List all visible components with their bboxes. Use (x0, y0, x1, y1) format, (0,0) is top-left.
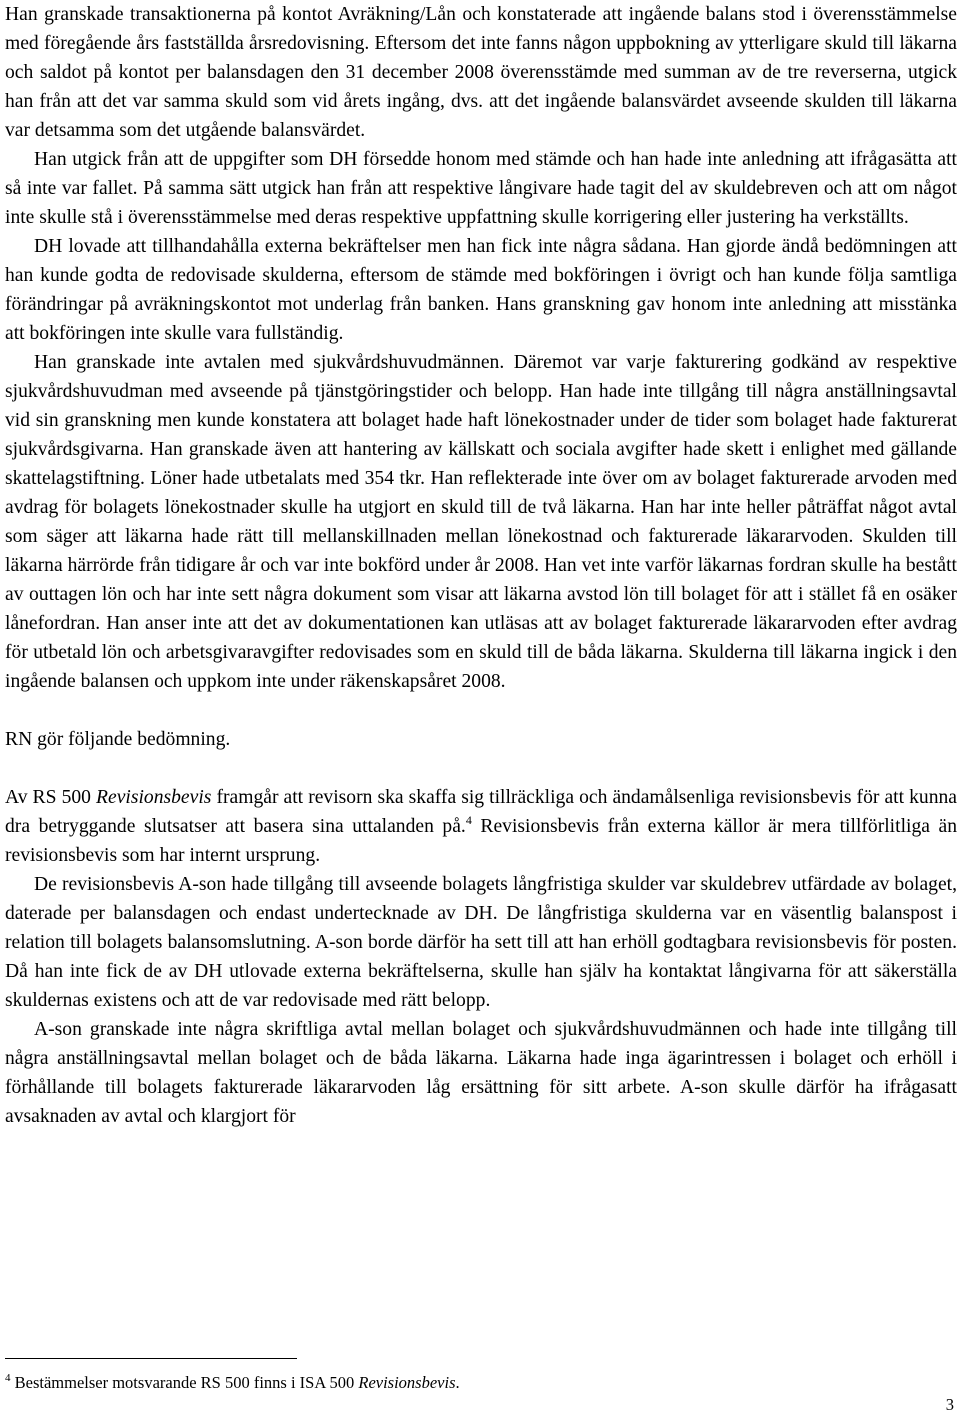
footnote-separator (5, 1358, 297, 1359)
footnote-text-b: . (455, 1373, 460, 1392)
page-number: 3 (945, 1395, 954, 1414)
paragraph-2: Han utgick från att de uppgifter som DH försedde honom med stämde och han hade inte anledning att ifrågasätta att så inte var fallet. På samma sätt utgick han från att respektive långivare hade tagit del av skuldebreven och att om något inte skulle stå i överensstämmelse med deras respektive uppfattning skulle korrigering eller justering ha verkställts. (5, 149, 957, 228)
paragraph-1: Han granskade transaktionerna på kontot Avräkning/Lån och konstaterade att ingående balans stod i överensstämmelse med föregående års fastställda årsredovisning. Eftersom det inte fanns någon uppbokning av ytterligare skuld till läkarna och saldot på kontot per balansdagen den 31 december 2008 överensstämde med summan av de tre reverserna, utgick han från att det var samma skuld som vid årets ingång, dvs. att det ingående balansvärdet avseende skulden till läkarna var detsamma som det utgående balansvärdet. (5, 4, 957, 141)
document-page (5, 0, 957, 1131)
paragraph-assessment-heading: RN gör följande bedömning. (5, 729, 231, 750)
paragraph-7: De revisionsbevis A-son hade tillgång till avseende bolagets långfristiga skulder var skuldebrev utfärdade av bolaget, daterade per balansdagen och endast undertecknade av DH. De långfristiga skulderna var en väsentlig balanspost i relation till bolagets balansomslutning. A-son borde därför ha sett till att han erhöll godtagbara revisionsbevis för posten. Då han inte fick de av DH utlovade externa bekräftelserna, skulle han själv ha kontaktat långivarna för att säkerställa skuldernas existens och att de var redovisade med rätt belopp. (5, 874, 957, 1011)
p6-standard-title: Revisionsbevis (96, 787, 212, 808)
footnote-reference[interactable]: 4 (465, 813, 472, 827)
paragraph-6 (5, 783, 957, 870)
paragraph-8: A-son granskade inte några skriftliga avtal mellan bolaget och sjukvårdshuvudmännen och hade inte tillgång till några anställningsavtal mellan bolaget och de båda läkarna. Läkarna hade inga ägarintressen i bolaget och erhöll i förhållande till bolagets fakturerade läkararvoden låg ersättning för sitt arbete. A-son skulle därför ha ifrågasatt avsaknaden av avtal och klargjort för (5, 1019, 957, 1127)
footnote (5, 1372, 905, 1394)
p6-text-b: framgår att revisorn ska skaffa sig tillräckliga och ändamålsenliga revisionsbevis för att kunna dra betryggande slutsatser att basera sina uttalanden på. (5, 787, 957, 837)
paragraph-3: DH lovade att tillhandahålla externa bekräftelser men han fick inte några sådana. Han gjorde ändå bedömningen att han kunde godta de redovisade skulderna, eftersom de stämde med bokföringen i övrigt och han kunde följa samtliga förändringar på avräkningskontot mot underlag från banken. Hans granskning gav honom inte anledning att misstänka att bokföringen inte skulle vara fullständig. (5, 236, 957, 344)
p6-text-a: Av RS 500 (5, 787, 97, 808)
p6-text-c: Revisionsbevis från externa källor är mera tillförlitliga än revisionsbevis som har internt ursprung. (5, 816, 957, 866)
footnote-standard-title: Revisionsbevis (358, 1373, 456, 1392)
footnote-text-a: Bestämmelser motsvarande RS 500 finns i ISA 500 (10, 1373, 359, 1392)
paragraph-4: Han granskade inte avtalen med sjukvårdshuvudmännen. Däremot var varje fakturering godkänd av respektive sjukvårdshuvudman med avseende på tjänstgöringstider och belopp. Han hade inte tillgång till några anställningsavtal vid sin granskning men kunde konstatera att bolaget hade haft lönekostnader under de tider som bolaget hade fakturerat sjukvårdsgivarna. Han granskade även att hantering av källskatt och sociala avgifter hade skett i enlighet med gällande skattelagstiftning. Löner hade utbetalats med 354 tkr. Han reflekterade inte över om av bolaget fakturerade arvoden med avdrag för bolagets lönekostnader skulle ha utgjort en skuld till de två läkarna. Han har inte heller påträffat något avtal som säger att läkarna hade rätt till mellanskillnaden mellan lönekostnad och fakturerade läkararvoden. Skulden till läkarna härrörde från tidigare år och var inte bokförd under år 2008. Han vet inte varför läkarnas fordran skulle ha bestått av outtagen lön och har inte sett några dokument som visar att läkarna avstod lön till bolaget för att i stället få en osäker lånefordran. Han anser inte att det av dokumentationen kan utläsas att av bolaget fakturerade läkararvoden efter avdrag för utbetald lön och arbetsgivaravgifter redovisades som en skuld till de båda läkarna. Skulderna till läkarna ingick i den ingående balansen och uppkom inte under räkenskapsåret 2008. (5, 352, 957, 692)
footnote-number: 4 (5, 1372, 11, 1384)
